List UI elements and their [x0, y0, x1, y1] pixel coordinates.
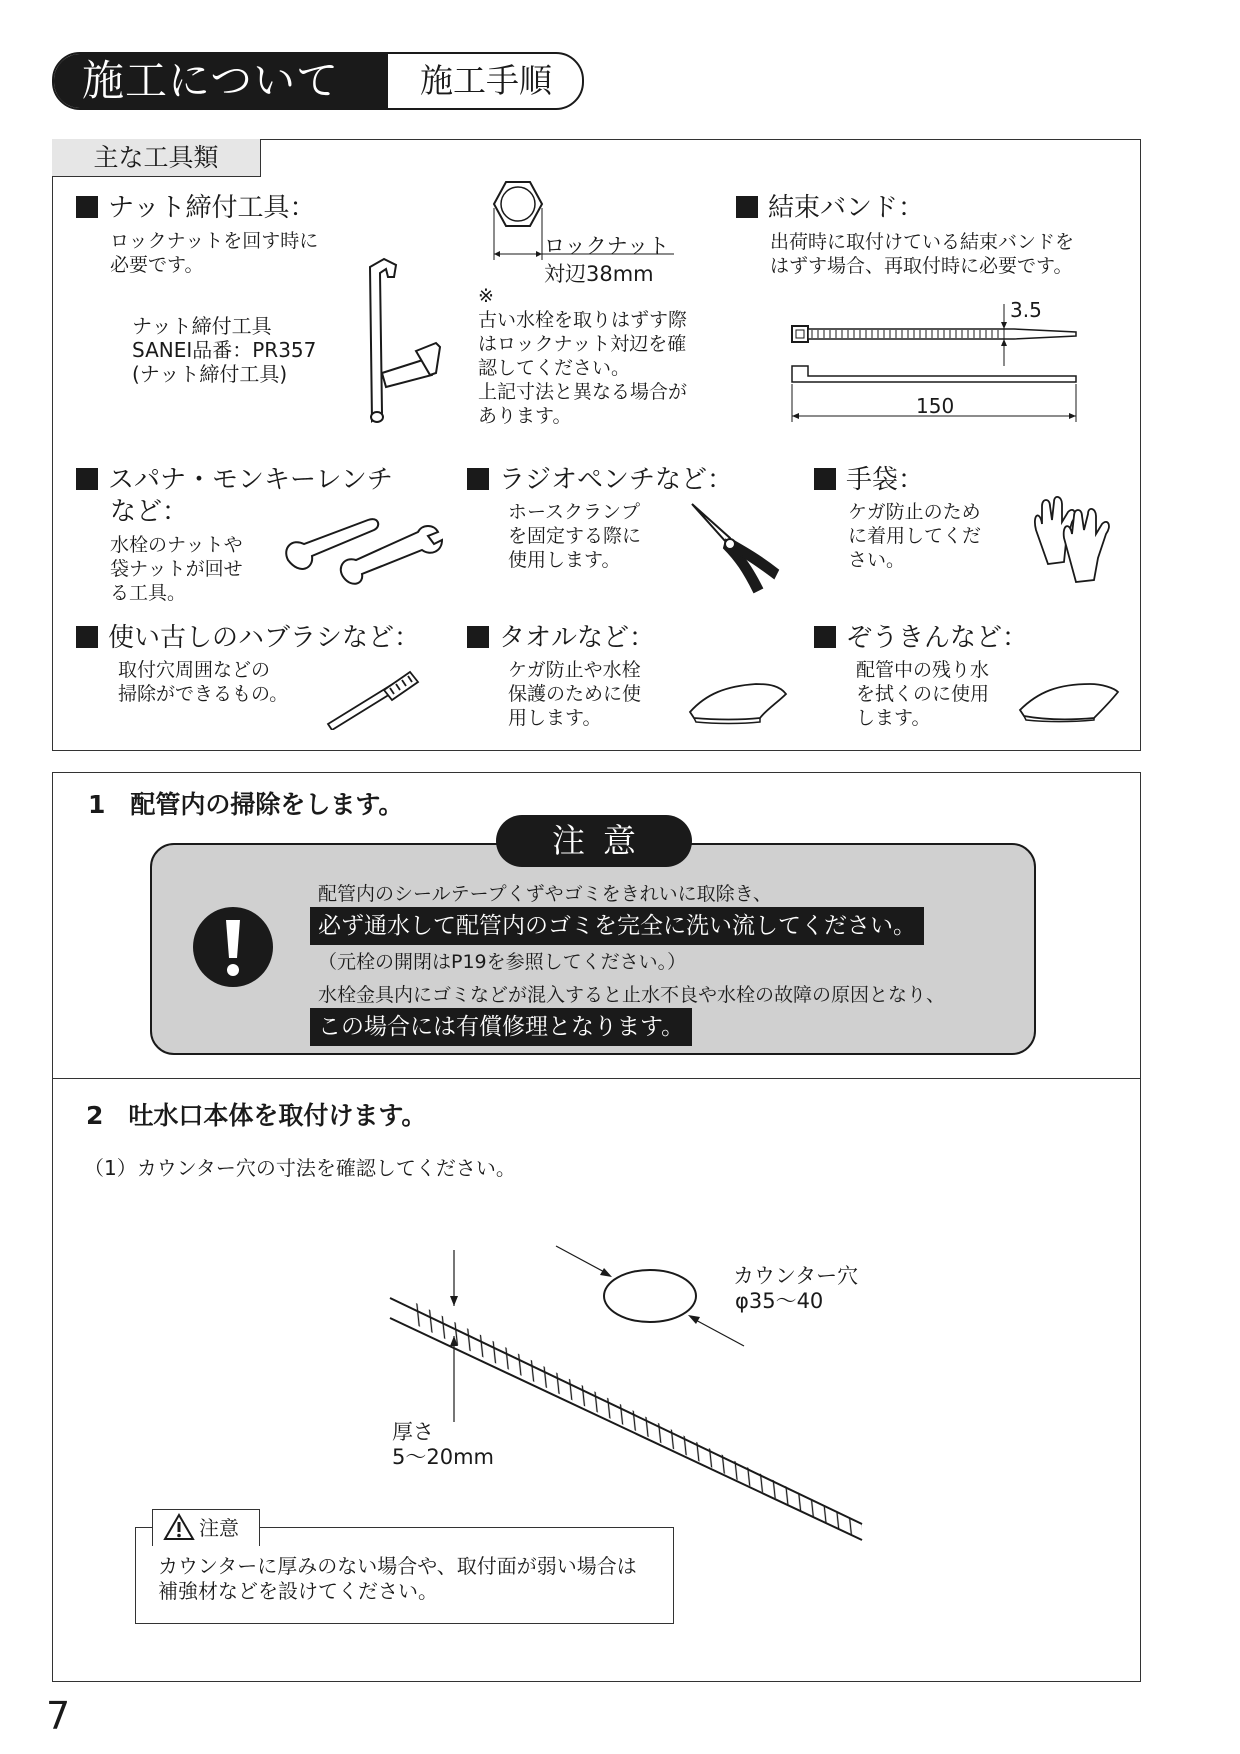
page-subtitle: 施工手順 — [420, 61, 552, 100]
page-title: 施工について — [54, 54, 388, 108]
hole-size: φ35～40 — [735, 1289, 824, 1313]
page-number: 7 — [46, 1694, 71, 1738]
square-bullet-icon — [76, 468, 98, 490]
caution-line-4: 水栓金具内にゴミなどが混入すると止水不良や水栓の故障の原因となり、 — [318, 984, 946, 1006]
exclamation-icon — [192, 906, 274, 988]
towel-icon — [686, 680, 792, 726]
step1-title: 1 配管内の掃除をします。 — [88, 790, 404, 819]
toothbrush-heading: 使い古しのハブラシなど： — [76, 622, 420, 654]
toothbrush-icon — [324, 660, 424, 730]
cable-tie-desc: 出荷時に取付けている結束バンドを はずす場合、再取付時に必要です。 — [770, 231, 1075, 277]
step-divider — [52, 1078, 1141, 1079]
spanner-wrench-icon — [278, 512, 448, 588]
rag-desc: 配管中の残り水 を拭くのに使用 します。 — [856, 659, 990, 729]
gloves-heading: 手袋： — [814, 464, 924, 496]
spanner-heading: スパナ・モンキーレンチ — [76, 464, 393, 496]
step2-subtitle: （1）カウンター穴の寸法を確認してください。 — [84, 1156, 516, 1180]
square-bullet-icon — [467, 626, 489, 648]
lock-nut-note-mark: ※ — [478, 285, 494, 307]
gloves-desc: ケガ防止のため に着用してくだ さい。 — [848, 501, 982, 571]
note-tab: 注意 — [152, 1509, 260, 1546]
nut-tool-product: ナット締付工具 SANEI品番：PR357 (ナット締付工具) — [132, 314, 317, 386]
pliers-heading: ラジオペンチなど： — [467, 464, 733, 496]
cable-tie-length: 150 — [916, 394, 955, 418]
caution-line-3: （元栓の開閉はP19を参照してください。） — [318, 951, 687, 973]
lock-nut-label: ロックナット — [544, 234, 670, 258]
spanner-desc: 水栓のナットや 袋ナットが回せ る工具。 — [110, 534, 243, 604]
cable-tie-heading: 結束バンド： — [736, 192, 924, 224]
thickness-label: 厚さ — [392, 1420, 434, 1444]
step2-title: 2 吐水口本体を取付けます。 — [86, 1101, 427, 1130]
square-bullet-icon — [736, 196, 758, 218]
square-bullet-icon — [467, 468, 489, 490]
thickness-size: 5～20mm — [392, 1445, 494, 1469]
caution-line-1: 配管内のシールテープくずやゴミをきれいに取除き、 — [318, 883, 772, 905]
towel-heading: タオルなど： — [467, 622, 655, 654]
square-bullet-icon — [76, 196, 98, 218]
nut-tool-heading: ナット締付工具： — [76, 192, 315, 224]
gloves-icon — [1026, 494, 1118, 588]
rag-heading: ぞうきんなど： — [814, 622, 1028, 654]
caution-line-5: この場合には有償修理となります。 — [310, 1008, 692, 1046]
tools-tab: 主な工具類 — [52, 139, 261, 177]
caution-line-2: 必ず通水して配管内のゴミを完全に洗い流してください。 — [310, 907, 924, 945]
section-title — [52, 52, 584, 110]
cable-tie-width: 3.5 — [1010, 298, 1042, 322]
square-bullet-icon — [76, 626, 98, 648]
spanner-heading-2: など： — [110, 497, 189, 527]
pliers-icon — [688, 500, 788, 596]
warning-triangle-icon — [163, 1513, 195, 1541]
hole-label: カウンター穴 — [733, 1264, 859, 1288]
pliers-desc: ホースクランプ を固定する際に 使用します。 — [508, 501, 642, 571]
note-text: カウンターに厚みのない場合や、取付面が弱い場合は 補強材などを設けてください。 — [158, 1554, 637, 1603]
lock-nut-size: 対辺38mm — [544, 262, 654, 286]
toothbrush-desc: 取付穴周囲などの 掃除ができるもの。 — [118, 659, 289, 705]
caution-label: 注意 — [496, 815, 692, 867]
nut-wrench-icon — [356, 253, 456, 433]
towel-desc: ケガ防止や水栓 保護のために使 用します。 — [508, 659, 642, 729]
lock-nut-note: 古い水栓を取りはずす際 はロックナット対辺を確 認してください。 上記寸法と異なる場合が あります。 — [478, 309, 688, 427]
square-bullet-icon — [814, 626, 836, 648]
nut-tool-desc: ロックナットを回す時に 必要です。 — [110, 230, 319, 276]
rag-icon — [1016, 680, 1124, 726]
square-bullet-icon — [814, 468, 836, 490]
